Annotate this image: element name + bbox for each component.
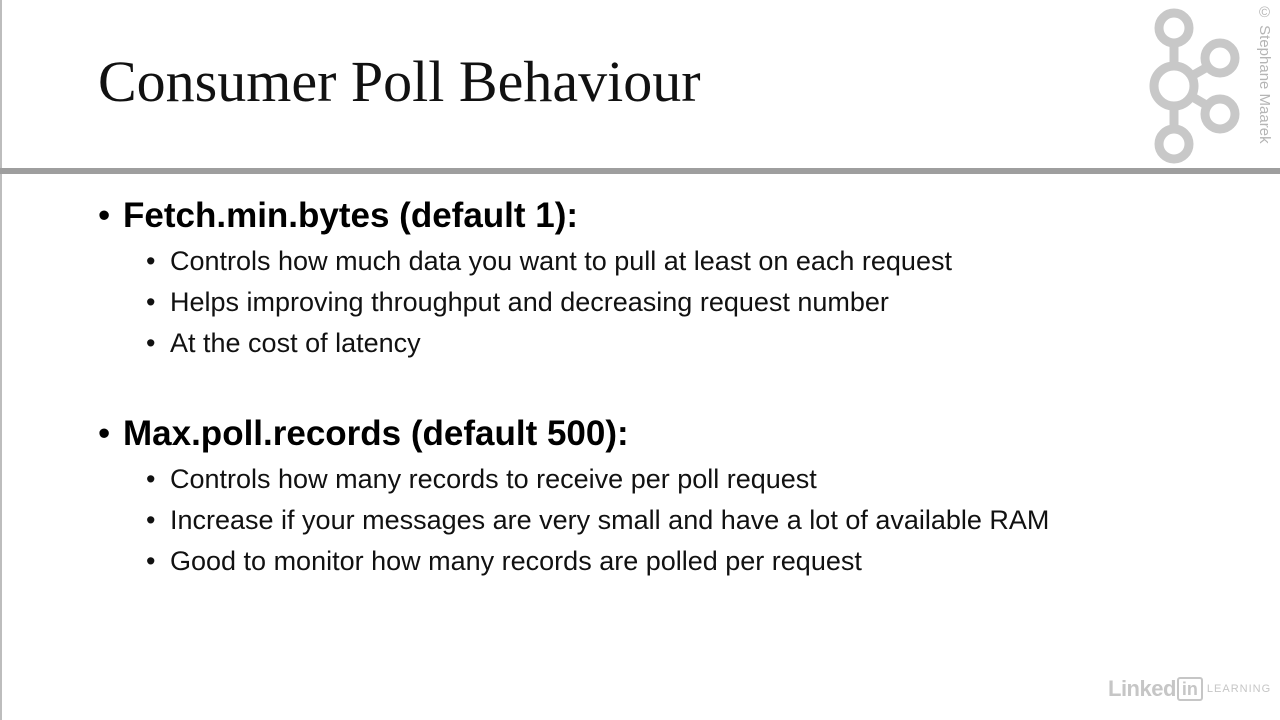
- bullet-marker: •: [146, 464, 156, 494]
- bullet-marker: •: [146, 246, 156, 276]
- bullet-marker: •: [146, 505, 156, 535]
- slide-left-border: [0, 0, 2, 720]
- bullet-item: [146, 461, 817, 497]
- bullet-marker: •: [146, 328, 156, 358]
- linkedin-learning-watermark: [1108, 676, 1271, 706]
- kafka-logo-icon: [1138, 6, 1246, 166]
- bullet-marker: •: [98, 196, 111, 235]
- bullet-item: [146, 325, 421, 361]
- bullet-heading-max-poll-records: [98, 412, 629, 456]
- bullet-item-text: At the cost of latency: [170, 328, 421, 358]
- bullet-marker: •: [146, 546, 156, 576]
- bullet-item-text: Increase if your messages are very small and have a lot of available RAM: [170, 505, 1050, 535]
- bullet-item: [146, 284, 889, 320]
- bullet-item: [146, 502, 1049, 538]
- bullet-item: [146, 543, 862, 579]
- watermark-linked-text: Linked: [1108, 676, 1176, 701]
- bullet-marker: •: [146, 287, 156, 317]
- bullet-heading-text: Max.poll.records (default 500):: [123, 414, 629, 453]
- bullet-item-text: Controls how many records to receive per poll request: [170, 464, 817, 494]
- bullet-item-text: Helps improving throughput and decreasing request number: [170, 287, 889, 317]
- bullet-item-text: Good to monitor how many records are polled per request: [170, 546, 862, 576]
- title-divider: [0, 168, 1280, 174]
- bullet-heading-fetch-min-bytes: [98, 194, 578, 238]
- slide-title: Consumer Poll Behaviour: [98, 49, 701, 114]
- copyright-notice: © Stephane Maarek: [1256, 4, 1273, 144]
- bullet-heading-text: Fetch.min.bytes (default 1):: [123, 196, 579, 235]
- bullet-marker: •: [98, 414, 111, 453]
- watermark-learning-text: LEARNING: [1206, 683, 1272, 695]
- bullet-item: [146, 243, 952, 279]
- linkedin-in-icon: in: [1177, 677, 1203, 701]
- bullet-item-text: Controls how much data you want to pull at least on each request: [170, 246, 952, 276]
